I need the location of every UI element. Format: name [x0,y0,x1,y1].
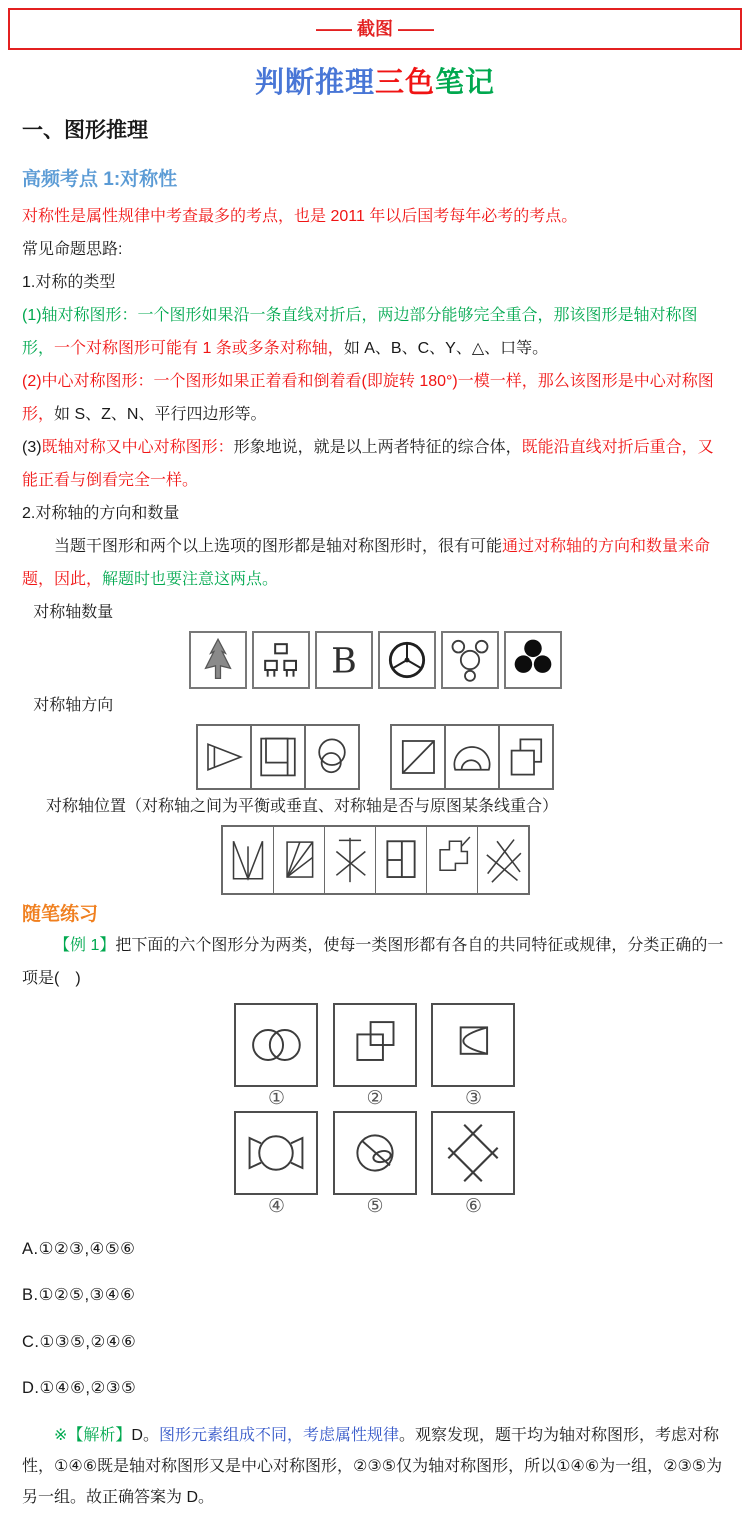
answer-options [22,1234,728,1404]
clover-dots-icon [504,631,562,689]
kite-fold-icon [273,827,324,893]
option-b: B.①②⑤,③④⑥ [22,1286,136,1304]
text-segment: 对称性是属性规律中考查最多的考点，也是 2011 年以后国考每年必考的考点。 [22,208,578,225]
text-segment: (3) [22,439,42,456]
text-segment: 2.对称轴的方向和数量 [22,505,180,522]
text-segment: 判断推理 [254,67,375,99]
example-figure-4 [234,1111,319,1217]
text-segment: 解题时也要注意这两点。 [102,571,279,588]
cone-triangle-icon [198,726,250,788]
square-diagonal-icon [392,726,444,788]
figure-label: ④ [267,1196,286,1217]
example-figure-6 [431,1111,516,1217]
overlapping-squares-icon [498,726,552,788]
axis-count-figure-strip [0,631,750,689]
figure-label: ⑥ [464,1196,483,1217]
text-segment: 既轴对称又中心对称图形： [41,439,234,456]
axis-count-label [22,596,728,629]
axis-direction-label [22,689,728,722]
star-lines-icon [477,827,528,893]
text-segment: 形象地说，就是以上两者特征的综合体， [233,439,522,456]
nested-squares-icon [250,726,304,788]
text-segment: 一个对称图形可能有 1 条或多条对称轴， [54,340,344,357]
candy-circle-icon [234,1111,318,1195]
example-figure-grid [234,1003,516,1217]
double-dome-icon [444,726,498,788]
text-segment: 1.对称的类型 [22,274,116,291]
text-segment: 常见命题思路: [22,241,123,258]
axis-position-label [22,790,728,823]
option-d: D.①④⑥,②③⑤ [22,1379,137,1397]
square-arc-icon [431,1003,515,1087]
example-figure-1 [234,1003,319,1109]
example-figure-2 [333,1003,418,1109]
crossed-diamond-icon [431,1111,515,1195]
central-symmetry-paragraph [22,365,728,431]
document-body [0,200,750,1513]
example-figure-3 [431,1003,516,1109]
text-segment: 对称轴方向 [33,697,114,714]
option-c: C.①③⑤,②④⑥ [22,1332,137,1351]
text-segment: (2)中心对称图形：一个图形如果正着看和倒着看(即旋转 180°)一模一样，那么该图形是中心对称图形， [22,373,714,423]
when-paragraph [22,530,728,596]
text-segment: 三色 [374,67,435,99]
pin-character-icon [252,631,310,689]
text-segment: ※【解析】 [54,1426,132,1444]
option-a: A.①②③,④⑤⑥ [22,1239,136,1258]
tri-spoke-wheel-icon [378,631,436,689]
text-segment: D。 [131,1426,159,1444]
svg-text:B: B [330,641,357,682]
text-segment: 通过对称轴的方向和数量来命题，因此， [22,538,711,588]
figure-label: ③ [464,1088,483,1109]
text-segment: 对称轴位置（对称轴之间为平衡或垂直、对称轴是否与原图某条线重合） [46,798,559,815]
axis-position-figure-strip [0,825,750,895]
text-segment: 对称轴数量 [33,604,114,621]
text-segment: 把下面的六个图形分为两类，使每一类图形都有各自的共同特征或规律，分类正确的一项是( ) [22,937,724,987]
common-ideas-line [22,233,728,266]
figure-label: ⑤ [366,1196,384,1217]
section-heading: 一、图形推理 [22,119,148,142]
axis-direction-figure-strip [0,724,750,790]
axis-direction-group-2 [390,724,554,790]
example-question [22,929,728,995]
analysis-paragraph [22,1420,728,1513]
axis-position-group [221,825,530,895]
text-segment: 既能沿直线对折后重合，又能正看与倒看完全一样。 [22,439,714,489]
overlapping-circles-icon [234,1003,318,1087]
text-segment: (1)轴对称图形：一个图形如果沿一条直线对折后，两边部分能够完全重合，那该图形是轴对称图形， [22,307,698,357]
doc-title [0,64,750,102]
topic-heading: 高频考点 1:对称性 [22,169,178,190]
text-segment: 如 S、Z、N、平行四边形等。 [54,406,267,423]
letter-b-icon [315,631,373,689]
type-title-line [22,266,728,299]
example-figure-5 [333,1111,418,1217]
text-segment: 。观察发现，题干均为轴对称图形，考虑对称性，①④⑥既是轴对称图形又是中心对称图形，②③⑤仅为轴对称图形，所以①④⑥为一组，②③⑤为另一组。故正确答案为 D。 [22,1426,723,1506]
text-segment: 笔记 [435,67,496,99]
axis-direction-group-1 [196,724,360,790]
practice-heading: 随笔练习 [22,904,99,925]
both-symmetry-paragraph [22,431,728,497]
axial-symmetry-paragraph [22,299,728,365]
window-pane-icon [375,827,426,893]
w-fold-icon [223,827,273,893]
offset-circles-icon [304,726,358,788]
screenshot-banner: —— 截图 —— [8,8,742,50]
pine-tree-icon [189,631,247,689]
figure-label: ① [267,1088,286,1109]
circle-line-ellipse-icon [333,1111,417,1195]
intro-paragraph [22,200,728,233]
text-segment: 当题干图形和两个以上选项的图形都是轴对称图形时，很有可能 [54,538,503,555]
overlapping-squares-icon [333,1003,417,1087]
text-segment: 【例 1】 [54,937,116,954]
figure-label: ② [366,1088,384,1109]
text-segment: 如 A、B、C、Y、△、口等。 [343,340,549,357]
crossed-pane-icon [324,827,375,893]
notched-polygon-icon [426,827,477,893]
text-segment: 图形元素组成不同，考虑属性规律 [158,1426,399,1444]
axis-direction-count-title [22,497,728,530]
circle-cluster-icon [441,631,499,689]
